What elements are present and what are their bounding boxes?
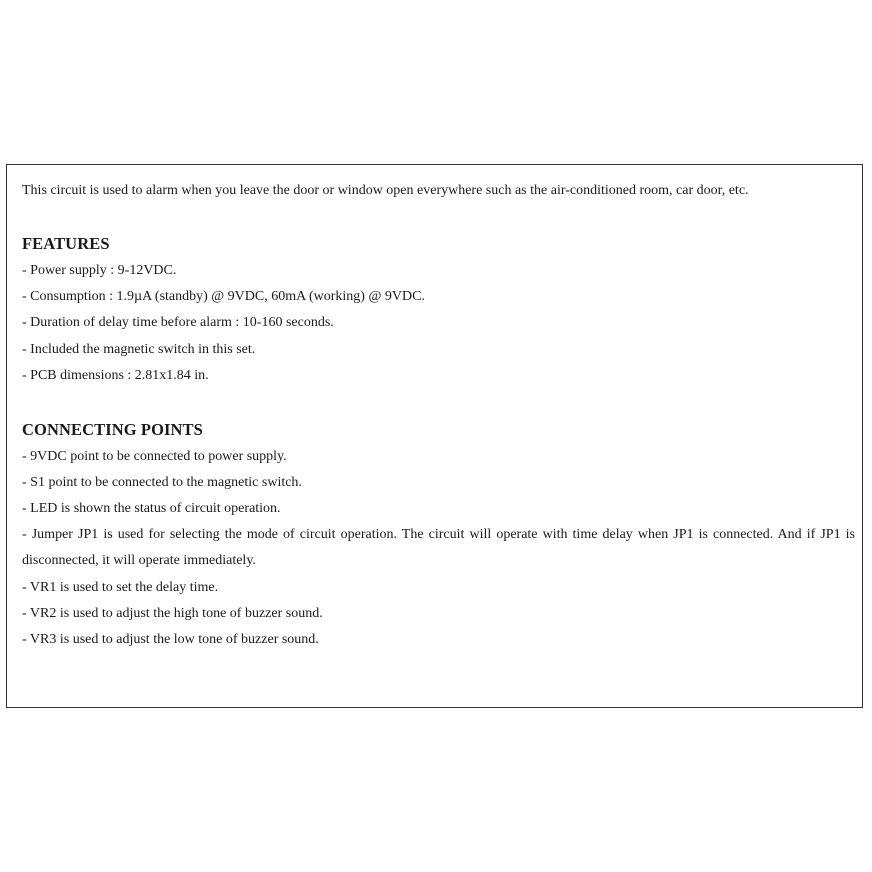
feature-item-pcb-dimensions: - PCB dimensions : 2.81x1.84 in. <box>22 368 209 383</box>
feature-item-magnetic-switch: - Included the magnetic switch in this set. <box>22 342 256 357</box>
connecting-item-jumper-jp1: - Jumper JP1 is used for selecting the mode of circuit operation. The circuit will operate with time delay when JP1 is connected. And if JP1 is disconnected, it will operate immediately. <box>22 527 855 568</box>
connecting-item-9vdc: - 9VDC point to be connected to power supply. <box>22 449 287 464</box>
feature-item-power-supply: - Power supply : 9-12VDC. <box>22 263 177 278</box>
connecting-points-heading: CONNECTING POINTS <box>22 420 203 439</box>
feature-item-delay-duration: - Duration of delay time before alarm : 10-160 seconds. <box>22 315 334 330</box>
connecting-item-vr3: - VR3 is used to adjust the low tone of buzzer sound. <box>22 632 319 647</box>
features-heading: FEATURES <box>22 234 110 253</box>
document-frame <box>6 164 863 708</box>
connecting-item-vr1: - VR1 is used to set the delay time. <box>22 580 219 595</box>
intro-text: This circuit is used to alarm when you leave the door or window open everywhere such as the air-conditioned room, car door, etc. <box>22 183 749 198</box>
connecting-item-led: - LED is shown the status of circuit operation. <box>22 501 281 516</box>
connecting-item-s1: - S1 point to be connected to the magnetic switch. <box>22 475 302 490</box>
feature-item-consumption: - Consumption : 1.9µA (standby) @ 9VDC, 60mA (working) @ 9VDC. <box>22 289 425 304</box>
connecting-item-vr2: - VR2 is used to adjust the high tone of buzzer sound. <box>22 606 323 621</box>
